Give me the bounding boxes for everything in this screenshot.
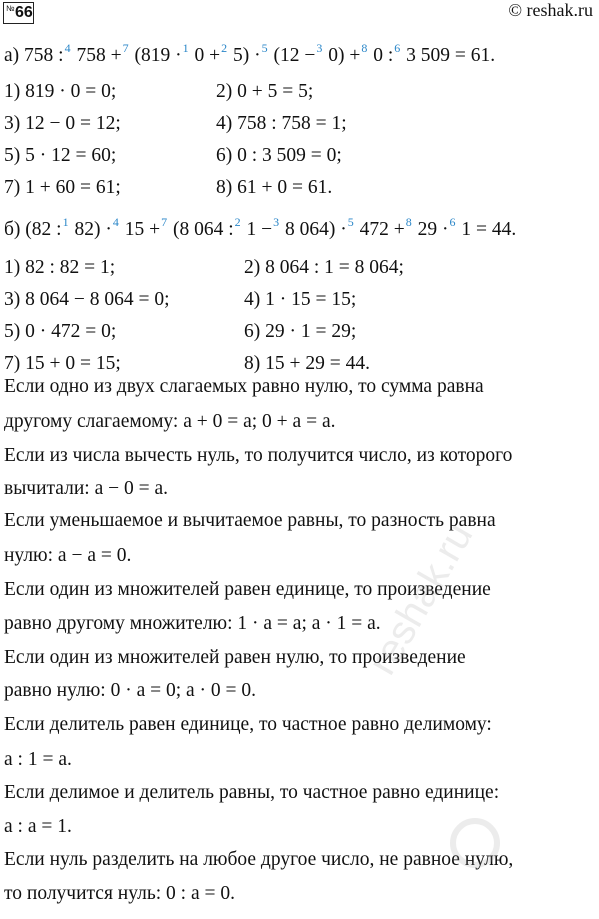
exercise-number-box	[3, 2, 34, 24]
b-step: 7) 15 + 0 = 15;	[4, 353, 121, 374]
rule-line: Если нуль разделить на любое другое число, не равное нулю,	[4, 849, 514, 870]
b-step: 3) 8 064 − 8 064 = 0;	[4, 289, 170, 310]
expr-b-part: 29 ·	[412, 219, 449, 240]
rule-line: Если уменьшаемое и вычитаемое равны, то разность равна	[4, 510, 496, 531]
expr-a-part: (819 ·	[129, 45, 182, 66]
expr-a-part: 0 :	[368, 45, 394, 66]
b-step: 6) 29 · 1 = 29;	[244, 321, 357, 342]
rule-line: Если один из множителей равен единице, то произведение	[4, 579, 491, 600]
expr-b-part: 472 +	[354, 219, 405, 240]
site-credit: © reshak.ru	[508, 0, 593, 20]
expr-b-part: 15 +	[119, 219, 161, 240]
expr-a-part: 758 +	[71, 45, 122, 66]
expr-a-part: (12 −	[268, 45, 316, 66]
b-step: 8) 15 + 29 = 44.	[244, 353, 370, 374]
expression-a	[4, 41, 595, 69]
expr-a-order-2: 2	[221, 41, 228, 55]
expr-a-part: 0 +	[189, 45, 221, 66]
b-step: 4) 1 · 15 = 15;	[244, 289, 357, 310]
rule-line: Если делитель равен единице, то частное равно делимому:	[4, 714, 492, 735]
rule-line: нулю: a − a = 0.	[4, 545, 132, 566]
rule-line: Если из числа вычесть нуль, то получится число, из которого	[4, 445, 513, 466]
rule-line: то получится нуль: 0 : a = 0.	[4, 883, 235, 904]
expr-a-order-1: 1	[182, 41, 189, 55]
rule-line: Если один из множителей равен нулю, то произведение	[4, 647, 466, 668]
watermark-text: reshak.ru	[360, 515, 482, 682]
expr-a-part: 5) ·	[228, 45, 261, 66]
expr-b-order-1: 1	[62, 215, 69, 229]
expr-b-order-8: 8	[405, 215, 412, 229]
expr-b-order-5: 5	[347, 215, 354, 229]
rule-line: Если одно из двух слагаемых равно нулю, то сумма равна	[4, 376, 484, 397]
expr-a-order-4: 4	[64, 41, 71, 55]
exercise-number: 66	[15, 4, 33, 21]
rule-line: равно нулю: 0 · a = 0; a · 0 = 0.	[4, 680, 257, 701]
expr-a-part: 0) +	[323, 45, 361, 66]
a-step: 2) 0 + 5 = 5;	[216, 81, 314, 102]
expr-b-part: 82) ·	[69, 219, 112, 240]
rule-line: a : a = 1.	[4, 816, 72, 837]
expr-b-part: б) (82 :	[4, 219, 62, 240]
a-step: 4) 758 : 758 = 1;	[216, 113, 347, 134]
expr-b-part: 1 −	[241, 219, 273, 240]
expr-a-part: а) 758 :	[4, 45, 64, 66]
expr-b-order-6: 6	[449, 215, 456, 229]
rule-line: Если делимое и делитель равны, то частное равно единице:	[4, 782, 500, 803]
expr-b-order-3: 3	[273, 215, 280, 229]
expr-b-part: (8 064 :	[168, 219, 234, 240]
expression-b	[4, 215, 595, 243]
a-step: 3) 12 − 0 = 12;	[4, 113, 121, 134]
expr-a-order-3: 3	[316, 41, 323, 55]
expr-a-part: 3 509 = 61.	[401, 45, 496, 66]
expr-a-order-5: 5	[261, 41, 268, 55]
number-sign: №	[6, 4, 15, 13]
a-step: 8) 61 + 0 = 61.	[216, 177, 333, 198]
b-step: 1) 82 : 82 = 1;	[4, 257, 116, 278]
expr-b-order-4: 4	[112, 215, 119, 229]
b-step: 2) 8 064 : 1 = 8 064;	[244, 257, 404, 278]
a-step: 1) 819 · 0 = 0;	[4, 81, 117, 102]
expr-b-order-2: 2	[234, 215, 241, 229]
rule-line: равно другому множителю: 1 · a = a; a · 1 = a.	[4, 613, 381, 634]
expr-a-order-8: 8	[361, 41, 368, 55]
expr-a-order-6: 6	[394, 41, 401, 55]
watermark-copyright-icon	[450, 818, 500, 868]
rule-line: a : 1 = a.	[4, 749, 72, 770]
rule-line: вычитали: a − 0 = a.	[4, 478, 169, 499]
a-step: 5) 5 · 12 = 60;	[4, 145, 117, 166]
rule-line: другому слагаемому: a + 0 = a; 0 + a = a.	[4, 411, 336, 432]
expr-b-order-7: 7	[161, 215, 168, 229]
b-step: 5) 0 · 472 = 0;	[4, 321, 117, 342]
expr-b-part: 8 064) ·	[280, 219, 347, 240]
expr-a-order-7: 7	[122, 41, 129, 55]
expr-b-part: 1 = 44.	[456, 219, 517, 240]
a-step: 6) 0 : 3 509 = 0;	[216, 145, 342, 166]
a-step: 7) 1 + 60 = 61;	[4, 177, 121, 198]
